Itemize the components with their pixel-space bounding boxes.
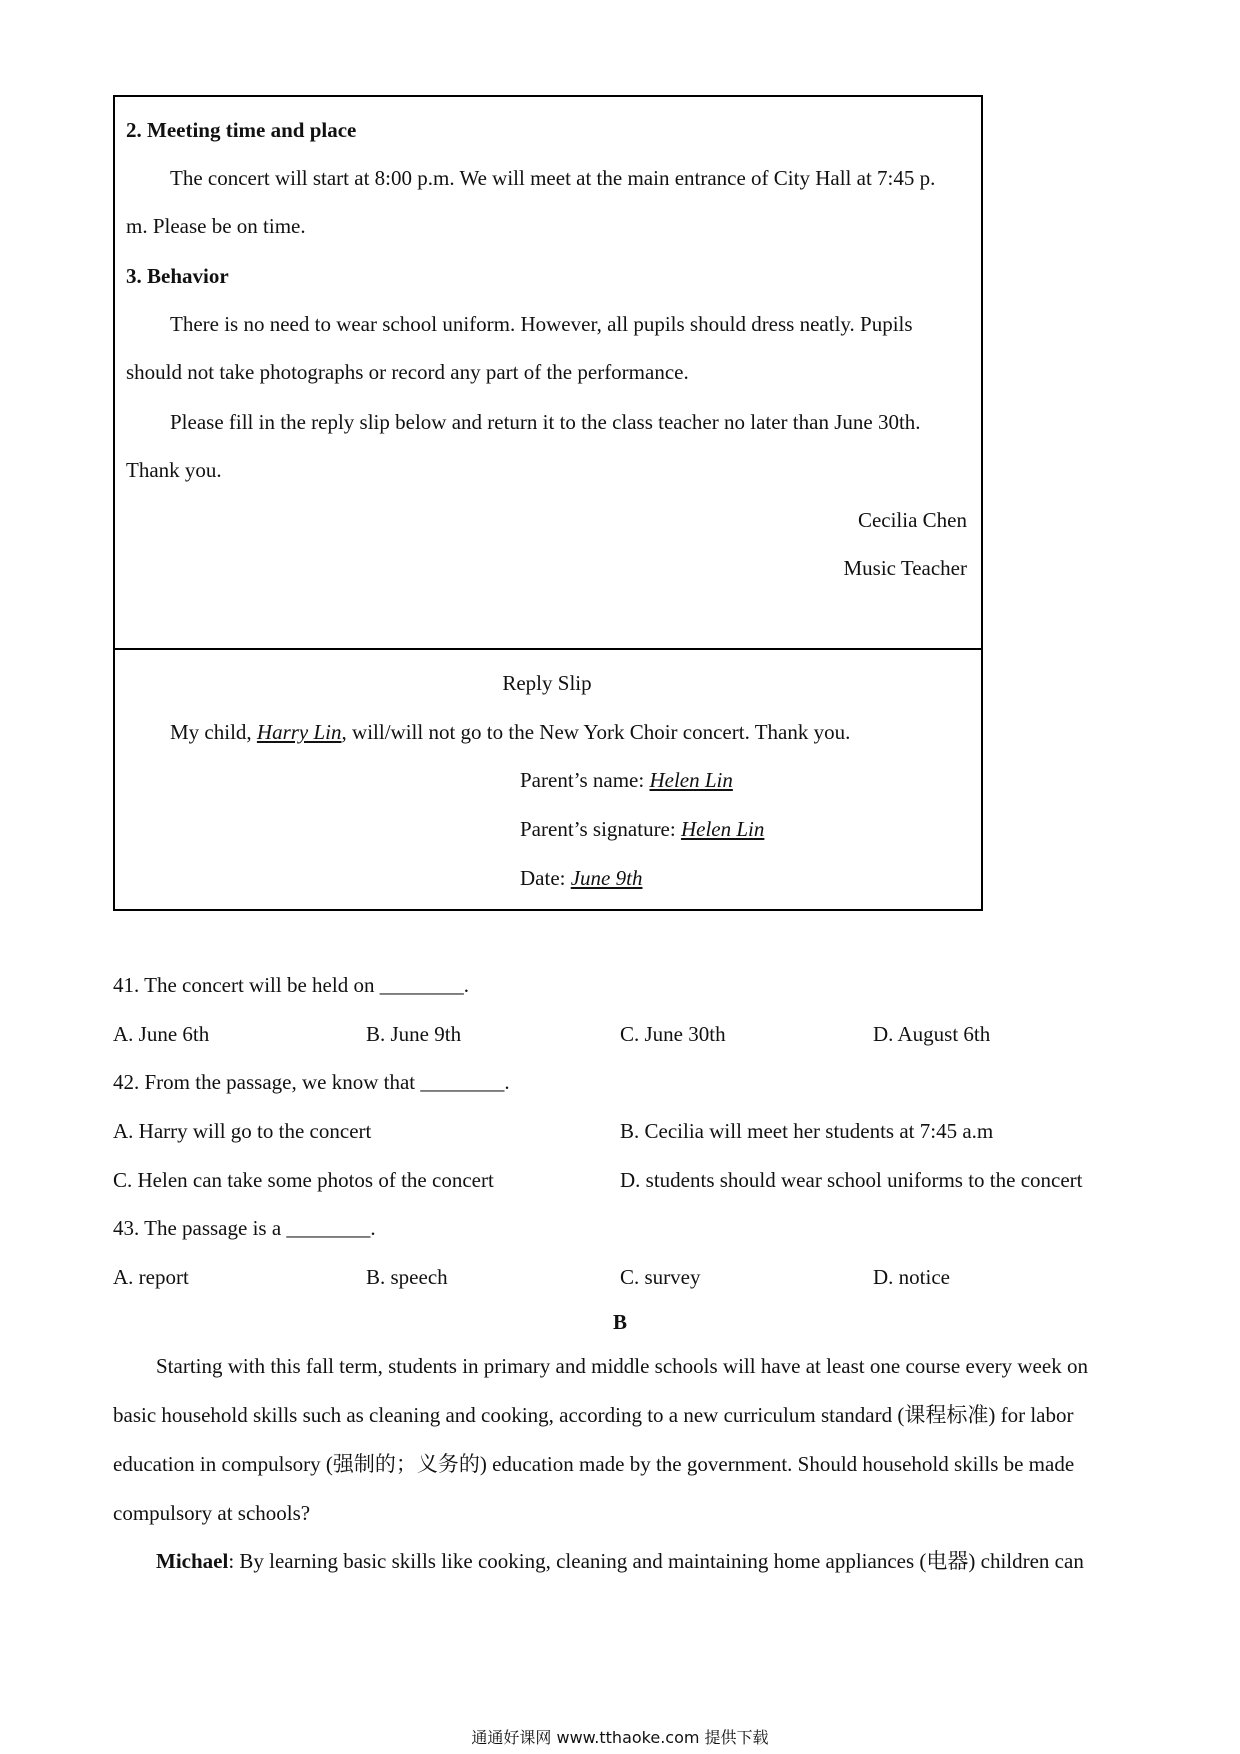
passage-b-line2: basic household skills such as cleaning and cooking, according to a new curriculum standard (课程标准) for labor (113, 1403, 1074, 1427)
speaker-line (156, 1551, 1084, 1572)
question-41-option-c: C. June 30th (620, 1022, 726, 1046)
section3-heading: 3. Behavior (126, 264, 229, 288)
question-43-option-c: C. survey (620, 1265, 701, 1289)
question-41-stem: 41. The concert will be held on ________. (113, 973, 469, 997)
reply-slip-suffix: , will/will not go to the New York Choir concert. Thank you. (341, 720, 851, 744)
question-43-option-a: A. report (113, 1265, 189, 1289)
speaker-name: Michael (156, 1549, 229, 1573)
question-41-option-b: B. June 9th (366, 1022, 462, 1046)
signer-name: Cecilia Chen (857, 508, 967, 532)
reply-slip-line (170, 722, 850, 743)
page-footer: 通通好课网 www.tthaoke.com 提供下载 (471, 1728, 769, 1747)
question-43-stem: 43. The passage is a ________. (113, 1216, 376, 1240)
question-41-option-a: A. June 6th (113, 1022, 210, 1046)
section2-text-line2: m. Please be on time. (126, 214, 306, 238)
notice-divider (113, 648, 983, 650)
parent-signature-label: Parent’s signature: (520, 817, 681, 841)
question-42-option-d: D. students should wear school uniforms to the concert (620, 1168, 1083, 1192)
passage-b-line4: compulsory at schools? (113, 1501, 311, 1525)
passage-b-line3: education in compulsory (强制的；义务的) education made by the government. Should household skills be made (113, 1452, 1075, 1476)
closing-text-line1: Please fill in the reply slip below and return it to the class teacher no later than June 30th. (170, 410, 921, 434)
question-42-option-a: A. Harry will go to the concert (113, 1119, 372, 1143)
child-name: Harry Lin (256, 720, 342, 744)
question-43-option-b: B. speech (366, 1265, 448, 1289)
question-41-option-d: D. August 6th (873, 1022, 991, 1046)
question-42-stem: 42. From the passage, we know that ________. (113, 1070, 510, 1094)
speaker-text: : By learning basic skills like cooking, cleaning and maintaining home appliances (电器) children can (228, 1549, 1084, 1573)
date-label: Date: (520, 866, 571, 890)
parent-name-value: Helen Lin (649, 768, 733, 792)
parent-name-label: Parent’s name: (520, 768, 650, 792)
section3-text-line1: There is no need to wear school uniform. However, all pupils should dress neatly. Pupils (170, 312, 913, 336)
reply-slip-prefix: My child, (170, 720, 257, 744)
closing-text-line2: Thank you. (126, 458, 222, 482)
parent-name-line (520, 770, 733, 791)
reply-slip-title: Reply Slip (502, 671, 592, 695)
section2-heading: 2. Meeting time and place (126, 118, 357, 142)
section3-text-line2: should not take photographs or record any part of the performance. (126, 360, 689, 384)
passage-b-line1: Starting with this fall term, students in primary and middle schools will have at least one course every week on (156, 1354, 1088, 1378)
section2-text-line1: The concert will start at 8:00 p.m. We will meet at the main entrance of City Hall at 7:45 p. (170, 166, 936, 190)
parent-signature-line (520, 819, 764, 840)
date-line (520, 868, 642, 889)
signer-title: Music Teacher (843, 556, 967, 580)
question-42-option-b: B. Cecilia will meet her students at 7:45 a.m (620, 1119, 994, 1143)
question-42-option-c: C. Helen can take some photos of the concert (113, 1168, 494, 1192)
date-value: June 9th (570, 866, 643, 890)
question-43-option-d: D. notice (873, 1265, 950, 1289)
passage-b-heading: B (612, 1310, 627, 1334)
parent-signature-value: Helen Lin (680, 817, 765, 841)
